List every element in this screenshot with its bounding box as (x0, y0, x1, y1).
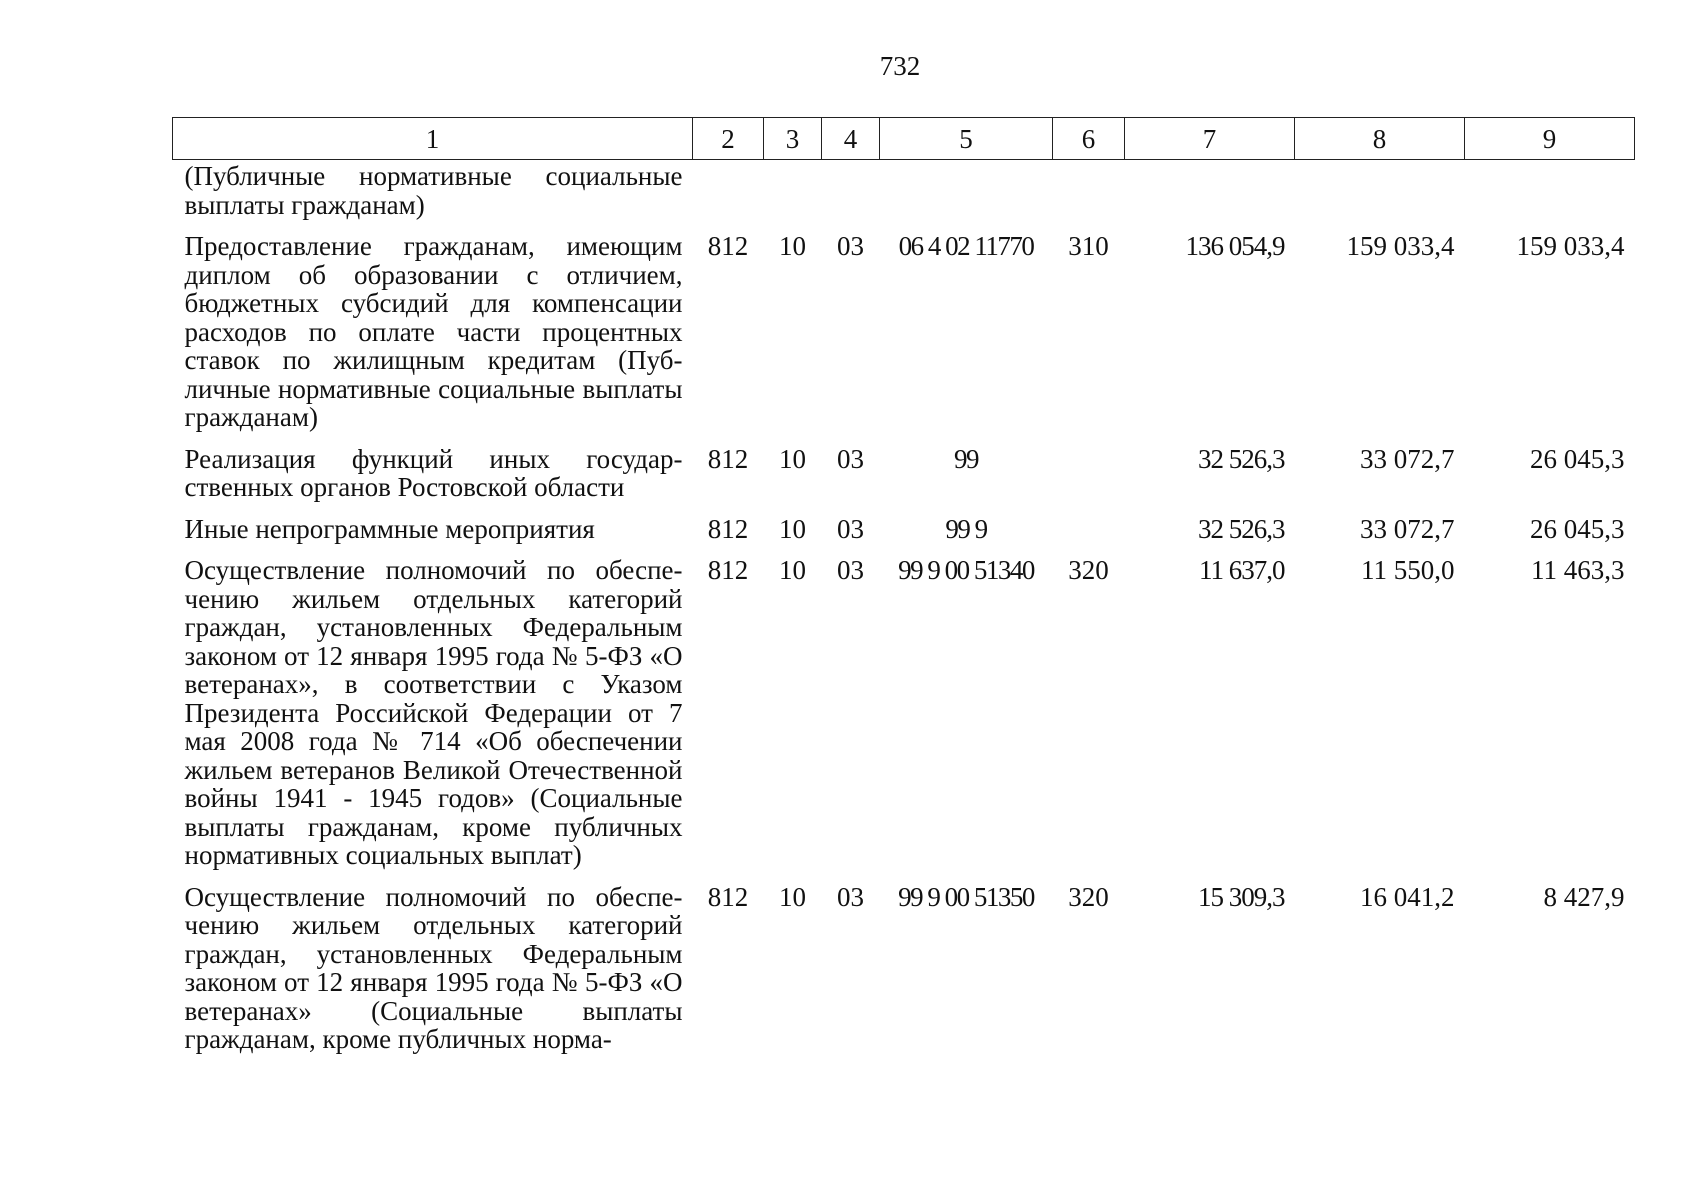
header-col-9: 9 (1465, 118, 1635, 160)
row-amount-col9: 11 463,3 (1531, 555, 1625, 585)
row-target-code: 06 4 02 11770 (898, 231, 1034, 261)
row-section-code (764, 160, 822, 233)
budget-table (172, 117, 1635, 1067)
row-subsection-code (822, 160, 880, 233)
row-ministry-code: 812 (707, 555, 749, 585)
row-amount-col9 (1465, 160, 1635, 233)
row-amount-col9: 8 427,9 (1543, 881, 1625, 912)
table-row (173, 556, 1635, 883)
row-name: Предоставление гражданам, имеющим диплом об образовании с отличием, бюджетных субсидий для компенсации расходов по оплате части процентных ставок по жилищным кредитам (Публичные нормативные социальные выплаты гражданам) (184, 231, 683, 432)
table-body (173, 160, 1635, 1067)
row-expense-type: 320 (1068, 881, 1109, 912)
header-col-4: 4 (822, 118, 880, 160)
row-amount-col7: 11 637,0 (1199, 555, 1285, 585)
row-expense-type: 310 (1068, 231, 1109, 261)
row-ministry-code: 812 (707, 443, 749, 474)
row-section-code: 10 (779, 881, 806, 912)
row-amount-col7: 32 526,3 (1198, 443, 1285, 474)
row-amount-col7: 32 526,3 (1198, 513, 1285, 544)
table-row (173, 515, 1635, 557)
header-col-7: 7 (1125, 118, 1295, 160)
row-section-code: 10 (779, 513, 806, 544)
row-name: Осуществление полномочий по обеспечению жильем отдельных категорий граждан, установленных Федеральным законом от 12 января 1995 года № 5-ФЗ «О ветеранах», в соответствии с Указом Президента Российской Федерации от 7 мая 2008 года № 714 «Об обеспечении жильем ветеранов Великой Отечественной войны 1941 - 1945 годов» (Социальные выплаты гражданам, кроме публичных нормативных социальных выплат) (184, 555, 683, 870)
row-amount-col9: 26 045,3 (1530, 513, 1625, 544)
row-subsection-code: 03 (837, 555, 864, 585)
row-amount-col8: 11 550,0 (1361, 555, 1455, 585)
row-ministry-code: 812 (707, 231, 749, 261)
row-subsection-code: 03 (837, 443, 864, 474)
row-ministry-code: 812 (707, 513, 749, 544)
row-amount-col8: 16 041,2 (1360, 881, 1455, 912)
table-row (173, 883, 1635, 1067)
table-header (173, 118, 1635, 160)
row-amount-col7: 136 054,9 (1185, 231, 1285, 261)
header-col-1: 1 (173, 118, 693, 160)
table-row (173, 160, 1635, 233)
row-subsection-code: 03 (837, 881, 864, 912)
row-subsection-code: 03 (837, 231, 864, 261)
row-target-code: 99 (954, 443, 978, 474)
row-target-code (880, 160, 1053, 233)
row-amount-col7: 15 309,3 (1198, 881, 1285, 912)
row-ministry-code: 812 (707, 881, 749, 912)
row-expense-type (1053, 445, 1125, 515)
row-amount-col8: 33 072,7 (1360, 443, 1455, 474)
row-section-code: 10 (779, 231, 806, 261)
row-amount-col9: 26 045,3 (1530, 443, 1625, 474)
row-target-code: 99 9 (945, 513, 987, 544)
row-section-code: 10 (779, 443, 806, 474)
row-target-code: 99 9 00 51340 (898, 555, 1034, 585)
row-amount-col7 (1125, 160, 1295, 233)
row-amount-col8 (1295, 160, 1465, 233)
header-col-8: 8 (1295, 118, 1465, 160)
row-subsection-code: 03 (837, 513, 864, 544)
header-col-5: 5 (880, 118, 1053, 160)
row-name: (Публичные нормативные социальные выплаты гражданам) (184, 161, 683, 220)
row-name: Реализация функций иных государственных органов Ростовской области (184, 443, 683, 502)
header-col-3: 3 (764, 118, 822, 160)
row-expense-type (1053, 515, 1125, 557)
row-expense-type (1053, 160, 1125, 233)
table-row (173, 232, 1635, 445)
row-ministry-code (693, 160, 764, 233)
table-row (173, 445, 1635, 515)
header-row (173, 118, 1635, 160)
row-amount-col8: 159 033,4 (1346, 231, 1455, 261)
header-col-6: 6 (1053, 118, 1125, 160)
row-name: Осуществление полномочий по обеспечению жильем отдельных категорий граждан, установленных Федеральным законом от 12 января 1995 года № 5-ФЗ «О ветеранах» (Социальные выплаты гражданам, кроме публичных норма- (184, 881, 683, 1054)
header-col-2: 2 (693, 118, 764, 160)
row-amount-col8: 33 072,7 (1360, 513, 1455, 544)
row-target-code: 99 9 00 51350 (898, 881, 1034, 912)
row-expense-type: 320 (1068, 555, 1109, 585)
row-section-code: 10 (779, 555, 806, 585)
page-number: 732 (879, 51, 921, 81)
row-amount-col9: 159 033,4 (1516, 231, 1625, 261)
row-name: Иные непрограммные мероприятия (184, 513, 595, 544)
